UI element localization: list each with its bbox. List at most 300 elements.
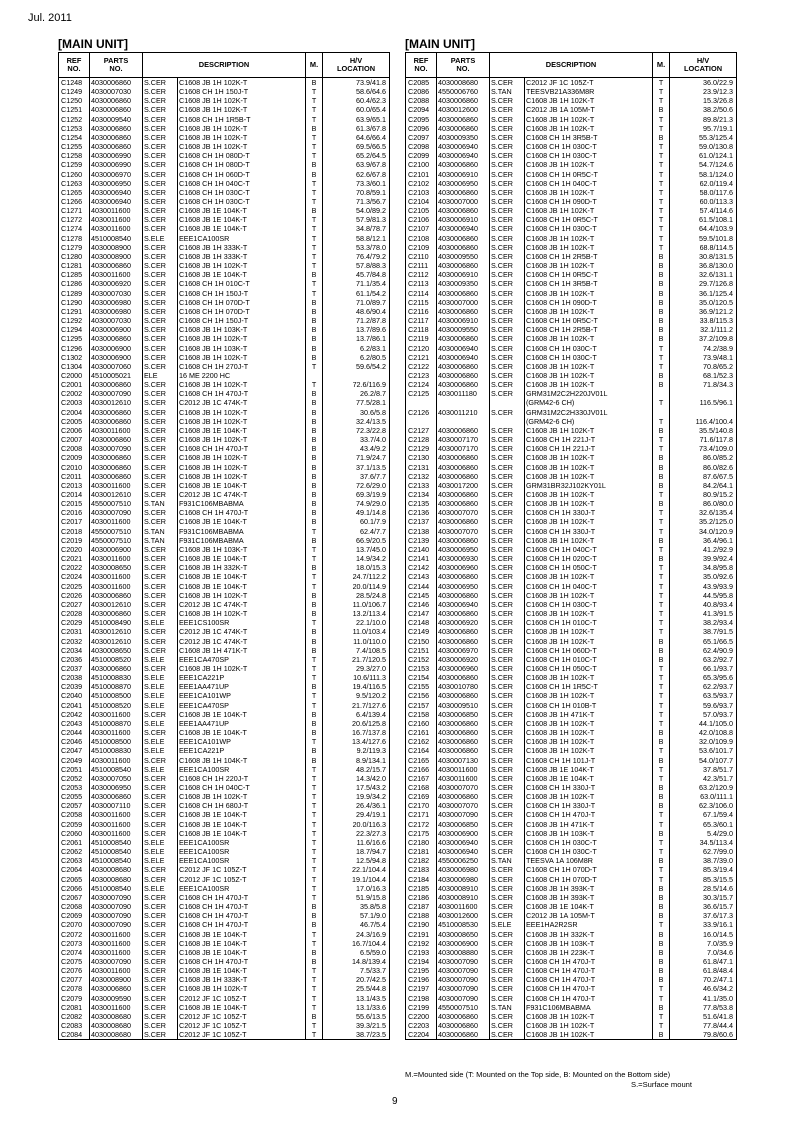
ref-no-cell: C2076 <box>59 966 90 975</box>
parts-no-cell: 4550007510 <box>90 527 143 536</box>
parts-no-cell: 4030006860 <box>90 142 143 151</box>
location-cell: 59.6/54.2 <box>323 362 390 371</box>
table-row <box>406 600 737 609</box>
mount-side-cell: B <box>306 398 323 407</box>
parts-no-cell: 4030006860 <box>90 984 143 993</box>
ref-no-cell: C2046 <box>59 737 90 746</box>
ref-no-cell: C2141 <box>406 554 437 563</box>
part-type-cell: S.CER <box>143 572 178 581</box>
location-cell: 57.9/81.3 <box>323 215 390 224</box>
parts-no-cell: 4030008910 <box>437 893 490 902</box>
ref-no-cell: C2120 <box>406 344 437 353</box>
table-row <box>59 289 390 298</box>
location-cell: 58.1/124.0 <box>670 170 737 179</box>
ref-no-cell: C2166 <box>406 765 437 774</box>
ref-no-cell: C2187 <box>406 902 437 911</box>
mount-side-cell: B <box>653 801 670 810</box>
description-cell: C2012 JB 1A 105M-T <box>525 105 653 114</box>
location-cell: 72.6/29.0 <box>323 481 390 490</box>
mount-side-cell: T <box>306 829 323 838</box>
location-cell: 32.4/13.5 <box>323 417 390 426</box>
parts-no-cell: 4030006950 <box>437 179 490 188</box>
location-cell: 13.4/127.6 <box>323 737 390 746</box>
parts-no-cell: 4030006860 <box>437 737 490 746</box>
ref-no-cell: C2104 <box>406 197 437 206</box>
description-cell: C1608 JB 1H 333K-T <box>178 252 306 261</box>
table-row <box>406 591 737 600</box>
ref-no-cell: C2027 <box>59 600 90 609</box>
ref-no-cell: C2057 <box>59 801 90 810</box>
ref-no-cell: C1274 <box>59 225 90 234</box>
table-row <box>406 572 737 581</box>
part-type-cell: S.CER <box>490 344 525 353</box>
location-cell: 41.2/92.9 <box>670 545 737 554</box>
mount-side-cell: T <box>306 966 323 975</box>
description-cell: C1608 JB 1E 104K-T <box>525 774 653 783</box>
description-cell: C1608 JB 1H 102K-T <box>178 261 306 270</box>
ref-no-cell: C2184 <box>406 875 437 884</box>
ref-no-cell: C2066 <box>59 884 90 893</box>
part-type-cell: S.ELE <box>143 884 178 893</box>
parts-no-cell: 4030008910 <box>437 884 490 893</box>
description-cell: EEE1CA221P <box>178 673 306 682</box>
table-row <box>406 728 737 737</box>
location-cell <box>323 371 390 380</box>
location-cell <box>670 389 737 398</box>
ref-no-cell: C2171 <box>406 811 437 820</box>
description-cell: C1608 CH 1H 090D-T <box>525 197 653 206</box>
description-cell: C1608 CH 1H 060D-T <box>178 170 306 179</box>
parts-no-cell: 4030012610 <box>90 490 143 499</box>
table-row <box>59 691 390 700</box>
ref-no-cell: C2157 <box>406 701 437 710</box>
description-cell: C1608 CH 1H 1R5B-T <box>178 115 306 124</box>
table-row <box>406 142 737 151</box>
parts-no-cell: 4030011210 <box>437 408 490 417</box>
mount-side-cell: B <box>306 353 323 362</box>
mount-side-cell: B <box>306 911 323 920</box>
description-cell: C1608 CH 1H 0R5C-T <box>525 215 653 224</box>
table-row <box>59 408 390 417</box>
part-type-cell: S.CER <box>143 197 178 206</box>
description-cell: C1608 JB 1H 103K-T <box>178 325 306 334</box>
mount-side-cell: B <box>653 1030 670 1040</box>
location-header: H/V LOCATION <box>323 53 390 78</box>
ref-no-cell: C2077 <box>59 975 90 984</box>
description-cell: C1608 CH 1H 470J-T <box>525 994 653 1003</box>
ref-no-cell: C2181 <box>406 847 437 856</box>
location-cell: 45.7/84.8 <box>323 270 390 279</box>
part-type-cell: S.CER <box>143 398 178 407</box>
table-row <box>59 481 390 490</box>
part-type-cell: S.CER <box>490 518 525 527</box>
location-cell: 116.5/96.1 <box>670 398 737 407</box>
ref-no-cell: C2182 <box>406 856 437 865</box>
mount-side-cell: B <box>653 829 670 838</box>
table-row <box>406 334 737 343</box>
part-type-cell: S.CER <box>490 325 525 334</box>
part-type-cell: S.CER <box>490 838 525 847</box>
ref-no-cell: C2129 <box>406 444 437 453</box>
description-cell: C1608 CH 1H 030C-T <box>525 847 653 856</box>
ref-no-cell: C2112 <box>406 270 437 279</box>
table-row <box>59 87 390 96</box>
description-cell: C1608 JB 1H 102K-T <box>525 490 653 499</box>
mount-side-cell: T <box>653 1012 670 1021</box>
table-row <box>406 710 737 719</box>
location-cell: 80.9/15.2 <box>670 490 737 499</box>
description-cell: C1608 JB 1H 333K-T <box>178 975 306 984</box>
parts-no-cell: 4510008530 <box>437 920 490 929</box>
location-cell: 70.8/65.2 <box>670 362 737 371</box>
part-type-cell: S.CER <box>490 820 525 829</box>
location-header: H/V LOCATION <box>670 53 737 78</box>
table-row <box>406 627 737 636</box>
mount-side-cell: T <box>653 591 670 600</box>
description-cell: C1608 CH 1H 150J-T <box>178 87 306 96</box>
description-cell: C1608 JB 1H 102K-T <box>525 499 653 508</box>
part-type-cell: S.CER <box>143 820 178 829</box>
ref-no-cell: C2123 <box>406 371 437 380</box>
description-cell: C1608 CH 1H 470J-T <box>178 508 306 517</box>
mount-side-cell: B <box>653 133 670 142</box>
location-cell: 32.6/135.4 <box>670 508 737 517</box>
ref-no-cell: C2009 <box>59 453 90 462</box>
description-cell: C1608 CH 1H 050C-T <box>525 664 653 673</box>
ref-no-cell: C2126 <box>406 408 437 417</box>
parts-no-cell: 4030008650 <box>90 646 143 655</box>
mount-side-cell: T <box>653 994 670 1003</box>
parts-no-cell: 4030007090 <box>90 957 143 966</box>
ref-no-cell: C2118 <box>406 325 437 334</box>
location-cell: 35.2/125.0 <box>670 518 737 527</box>
mount-side-cell: T <box>653 87 670 96</box>
description-cell: C1608 JB 1H 103K-T <box>525 829 653 838</box>
part-type-cell: S.CER <box>143 490 178 499</box>
location-cell: 7.4/108.5 <box>323 646 390 655</box>
location-cell: 46.7/5.4 <box>323 920 390 929</box>
mount-side-cell: B <box>653 554 670 563</box>
ref-no-cell: C1278 <box>59 234 90 243</box>
description-cell: C1608 JB 1E 104K-T <box>178 1003 306 1012</box>
mount-side-cell: T <box>653 582 670 591</box>
table-row <box>406 252 737 261</box>
description-cell: C1608 CH 1H 040C-T <box>525 545 653 554</box>
description-cell: C1608 JB 1H 102K-T <box>525 591 653 600</box>
ref-no-cell: C1266 <box>59 197 90 206</box>
ref-no-cell: C2025 <box>59 582 90 591</box>
parts-no-cell: 4030009350 <box>437 279 490 288</box>
part-type-cell: S.ELE <box>143 691 178 700</box>
location-cell: 39.3/21.5 <box>323 1021 390 1030</box>
description-cell: C1608 JB 1H 102K-T <box>178 984 306 993</box>
table-row <box>406 582 737 591</box>
description-cell: C1608 CH 1H 030C-T <box>525 151 653 160</box>
description-cell: C1608 JB 1E 104K-T <box>178 728 306 737</box>
location-cell: 7.5/33.7 <box>323 966 390 975</box>
description-cell: C1608 CH 1H 470J-T <box>178 957 306 966</box>
location-cell: 32.0/109.9 <box>670 737 737 746</box>
description-cell: C1608 CH 1H 470J-T <box>178 444 306 453</box>
ref-no-cell: C2000 <box>59 371 90 380</box>
ref-no-cell: C1279 <box>59 243 90 252</box>
location-cell: 57.0/93.7 <box>670 710 737 719</box>
ref-no-cell: C2010 <box>59 463 90 472</box>
description-cell: C1608 JB 1H 393K-T <box>525 893 653 902</box>
location-cell: 68.8/114.5 <box>670 243 737 252</box>
description-cell: C1608 JB 1H 102K-T <box>525 206 653 215</box>
ref-no-cell: C2067 <box>59 893 90 902</box>
ref-no-cell: C2172 <box>406 820 437 829</box>
part-type-cell: S.CER <box>490 655 525 664</box>
table-row <box>406 774 737 783</box>
location-cell: 18.7/94.7 <box>323 847 390 856</box>
parts-no-cell: 4030011600 <box>437 774 490 783</box>
mount-side-cell: T <box>306 811 323 820</box>
part-type-cell: S.CER <box>143 1012 178 1021</box>
ref-no-cell: C2052 <box>59 774 90 783</box>
parts-no-cell: 4550006250 <box>437 856 490 865</box>
part-type-cell: S.CER <box>490 783 525 792</box>
description-cell: 16 ME 2200 HC <box>178 371 306 380</box>
ref-no-cell: C2073 <box>59 939 90 948</box>
parts-no-cell: 4030006860 <box>437 96 490 105</box>
mount-side-cell: B <box>306 728 323 737</box>
mount-side-cell: B <box>306 536 323 545</box>
table-row <box>59 829 390 838</box>
table-row <box>406 746 737 755</box>
parts-no-cell: 4030006860 <box>437 691 490 700</box>
ref-no-cell: C2116 <box>406 307 437 316</box>
table-row <box>406 289 737 298</box>
table-row <box>406 316 737 325</box>
part-type-cell: S.CER <box>490 371 525 380</box>
mount-side-cell: T <box>306 975 323 984</box>
table-row <box>406 609 737 618</box>
mount-side-cell: B <box>306 920 323 929</box>
mount-side-cell: B <box>653 911 670 920</box>
table-row <box>59 380 390 389</box>
table-row <box>59 215 390 224</box>
location-cell: 9.2/119.3 <box>323 746 390 755</box>
ref-no-cell: C2062 <box>59 847 90 856</box>
ref-no-cell: C2026 <box>59 591 90 600</box>
location-cell: 39.9/92.4 <box>670 554 737 563</box>
description-cell: C1608 JB 1H 102K-T <box>178 78 306 88</box>
table-row <box>406 994 737 1003</box>
location-cell: 34.8/95.8 <box>670 563 737 572</box>
parts-no-cell: 4030007090 <box>90 920 143 929</box>
ref-no-cell: C2088 <box>406 96 437 105</box>
table-row <box>406 362 737 371</box>
mount-side-cell: T <box>653 664 670 673</box>
parts-no-cell: 4030012610 <box>90 637 143 646</box>
part-type-cell: S.CER <box>490 618 525 627</box>
description-cell: GRM31M2C2H220JV01L <box>525 389 653 398</box>
part-type-cell: S.CER <box>490 472 525 481</box>
mount-side-cell: T <box>653 719 670 728</box>
description-cell: C1608 CH 1H 040C-T <box>525 179 653 188</box>
part-type-cell: S.CER <box>490 124 525 133</box>
parts-no-cell: 4030007090 <box>437 811 490 820</box>
parts-no-cell: 4030006860 <box>437 1021 490 1030</box>
ref-no-cell: C2069 <box>59 911 90 920</box>
description-cell: C1608 CH 1H 470J-T <box>178 902 306 911</box>
description-cell: EEE1CA100SR <box>178 765 306 774</box>
left-section-title: [MAIN UNIT] <box>58 37 128 51</box>
ref-no-cell: C2039 <box>59 682 90 691</box>
description-cell: C1608 JB 1H 103K-T <box>178 344 306 353</box>
mount-side-cell: T <box>306 1003 323 1012</box>
description-cell: C1608 JB 1H 102K-T <box>178 124 306 133</box>
part-type-cell: S.CER <box>143 637 178 646</box>
description-cell: C1608 CH 1H 060D-T <box>525 646 653 655</box>
table-row <box>59 1003 390 1012</box>
description-header: DESCRIPTION <box>490 53 653 78</box>
mount-side-cell: B <box>306 609 323 618</box>
parts-no-cell: 4030006940 <box>437 344 490 353</box>
ref-no-cell: C1248 <box>59 78 90 88</box>
description-cell: C1608 CH 1H 030C-T <box>525 353 653 362</box>
description-cell: C1608 JB 1H 102K-T <box>525 362 653 371</box>
mount-side-cell <box>306 371 323 380</box>
mount-side-cell: T <box>653 820 670 829</box>
part-type-cell: S.CER <box>143 893 178 902</box>
parts-no-cell: 4550007510 <box>90 536 143 545</box>
mount-side-cell: T <box>653 627 670 636</box>
location-cell: 22.1/10.0 <box>323 618 390 627</box>
description-cell: C2012 JB 1C 474K-T <box>178 627 306 636</box>
parts-no-cell: 4030007090 <box>90 508 143 517</box>
mount-side-cell: T <box>653 1021 670 1030</box>
part-type-cell: S.CER <box>143 151 178 160</box>
location-cell: 60.4/62.3 <box>323 96 390 105</box>
parts-no-cell: 4030009550 <box>437 325 490 334</box>
table-row <box>59 994 390 1003</box>
description-cell: F931C106MBABMA <box>525 1003 653 1012</box>
description-cell: C1608 JB 1H 102K-T <box>178 142 306 151</box>
location-cell: 19.4/116.5 <box>323 682 390 691</box>
ref-no-cell: C2051 <box>59 765 90 774</box>
part-type-cell: S.CER <box>143 408 178 417</box>
part-type-cell: S.CER <box>490 270 525 279</box>
table-row <box>59 728 390 737</box>
mount-side-cell: B <box>653 289 670 298</box>
mount-side-cell: T <box>306 234 323 243</box>
mount-side-cell: T <box>306 893 323 902</box>
mount-side-cell: T <box>653 545 670 554</box>
description-cell: C1608 JB 1H 102K-T <box>178 591 306 600</box>
location-cell: 62.7/99.0 <box>670 847 737 856</box>
part-type-cell: S.CER <box>490 884 525 893</box>
parts-no-cell: 4030006860 <box>437 289 490 298</box>
parts-no-cell: 4030008680 <box>437 78 490 88</box>
table-row <box>59 325 390 334</box>
location-cell: 61.0/124.1 <box>670 151 737 160</box>
description-cell: C1608 CH 1H 030C-T <box>525 344 653 353</box>
parts-no-cell: 4030006940 <box>437 151 490 160</box>
part-type-cell: S.CER <box>490 966 525 975</box>
description-cell: C1608 JB 1H 102K-T <box>525 334 653 343</box>
table-row <box>59 426 390 435</box>
parts-no-cell: 4510008540 <box>90 765 143 774</box>
part-type-cell: S.CER <box>143 78 178 88</box>
location-cell: 69.3/19.9 <box>323 490 390 499</box>
parts-no-cell: 4510008490 <box>90 618 143 627</box>
parts-no-cell: 4030006860 <box>437 572 490 581</box>
description-cell: C1608 CH 1H 470J-T <box>178 893 306 902</box>
location-cell: 38.7/91.5 <box>670 627 737 636</box>
table-row <box>406 682 737 691</box>
description-cell: C1608 CH 1H 070D-T <box>525 865 653 874</box>
mount-side-cell: B <box>306 270 323 279</box>
location-cell: 59.6/93.7 <box>670 701 737 710</box>
description-cell: EEE1CA470SP <box>178 655 306 664</box>
mount-side-cell: T <box>653 188 670 197</box>
description-cell: C1608 CH 1H 040C-T <box>525 582 653 591</box>
parts-no-cell: 4510008520 <box>90 701 143 710</box>
mount-side-cell: T <box>653 243 670 252</box>
location-cell: 71.9/24.7 <box>323 453 390 462</box>
ref-no-cell: C2028 <box>59 609 90 618</box>
ref-no-cell: C2155 <box>406 682 437 691</box>
parts-no-cell: 4030011600 <box>90 270 143 279</box>
part-type-cell: S.CER <box>143 984 178 993</box>
ref-no-cell: C2139 <box>406 536 437 545</box>
location-cell: 37.6/17.3 <box>670 911 737 920</box>
table-row <box>406 563 737 572</box>
mount-side-cell: T <box>306 765 323 774</box>
mount-side-cell: T <box>306 691 323 700</box>
location-cell: 11.0/103.4 <box>323 627 390 636</box>
mount-side-cell: B <box>653 966 670 975</box>
part-type-cell: S.CER <box>143 591 178 600</box>
ref-no-cell: C2049 <box>59 756 90 765</box>
mount-side-cell: T <box>306 252 323 261</box>
mount-side-cell: B <box>306 682 323 691</box>
description-cell: C1608 JB 1H 102K-T <box>525 426 653 435</box>
mount-side-cell: B <box>653 426 670 435</box>
part-type-cell: S.CER <box>143 96 178 105</box>
parts-no-cell: 4030007030 <box>90 316 143 325</box>
table-row <box>406 765 737 774</box>
mount-side-cell: B <box>306 499 323 508</box>
parts-no-cell: 4030010780 <box>437 682 490 691</box>
location-cell: 86.0/80.0 <box>670 499 737 508</box>
location-cell: 54.0/89.2 <box>323 206 390 215</box>
parts-no-cell: 4510008540 <box>90 856 143 865</box>
mount-side-cell: T <box>306 279 323 288</box>
table-row <box>406 96 737 105</box>
description-cell: C1608 CH 1H 470J-T <box>178 389 306 398</box>
location-cell: 7.0/35.9 <box>670 939 737 948</box>
part-type-cell: S.ELE <box>143 719 178 728</box>
ref-no-cell: C2117 <box>406 316 437 325</box>
mount-side-cell <box>653 389 670 398</box>
mount-side-cell: T <box>306 362 323 371</box>
mount-side-cell: B <box>306 334 323 343</box>
description-cell: C1608 CH 1H 030C-T <box>525 142 653 151</box>
table-row <box>406 78 737 88</box>
description-cell: F931C106MBABMA <box>178 527 306 536</box>
parts-no-cell: 4030006980 <box>90 307 143 316</box>
table-row <box>59 655 390 664</box>
location-cell: 71.6/117.8 <box>670 435 737 444</box>
mount-side-cell: T <box>306 939 323 948</box>
ref-no-cell: C2156 <box>406 691 437 700</box>
location-cell: 72.3/22.8 <box>323 426 390 435</box>
part-type-cell: S.CER <box>143 105 178 114</box>
